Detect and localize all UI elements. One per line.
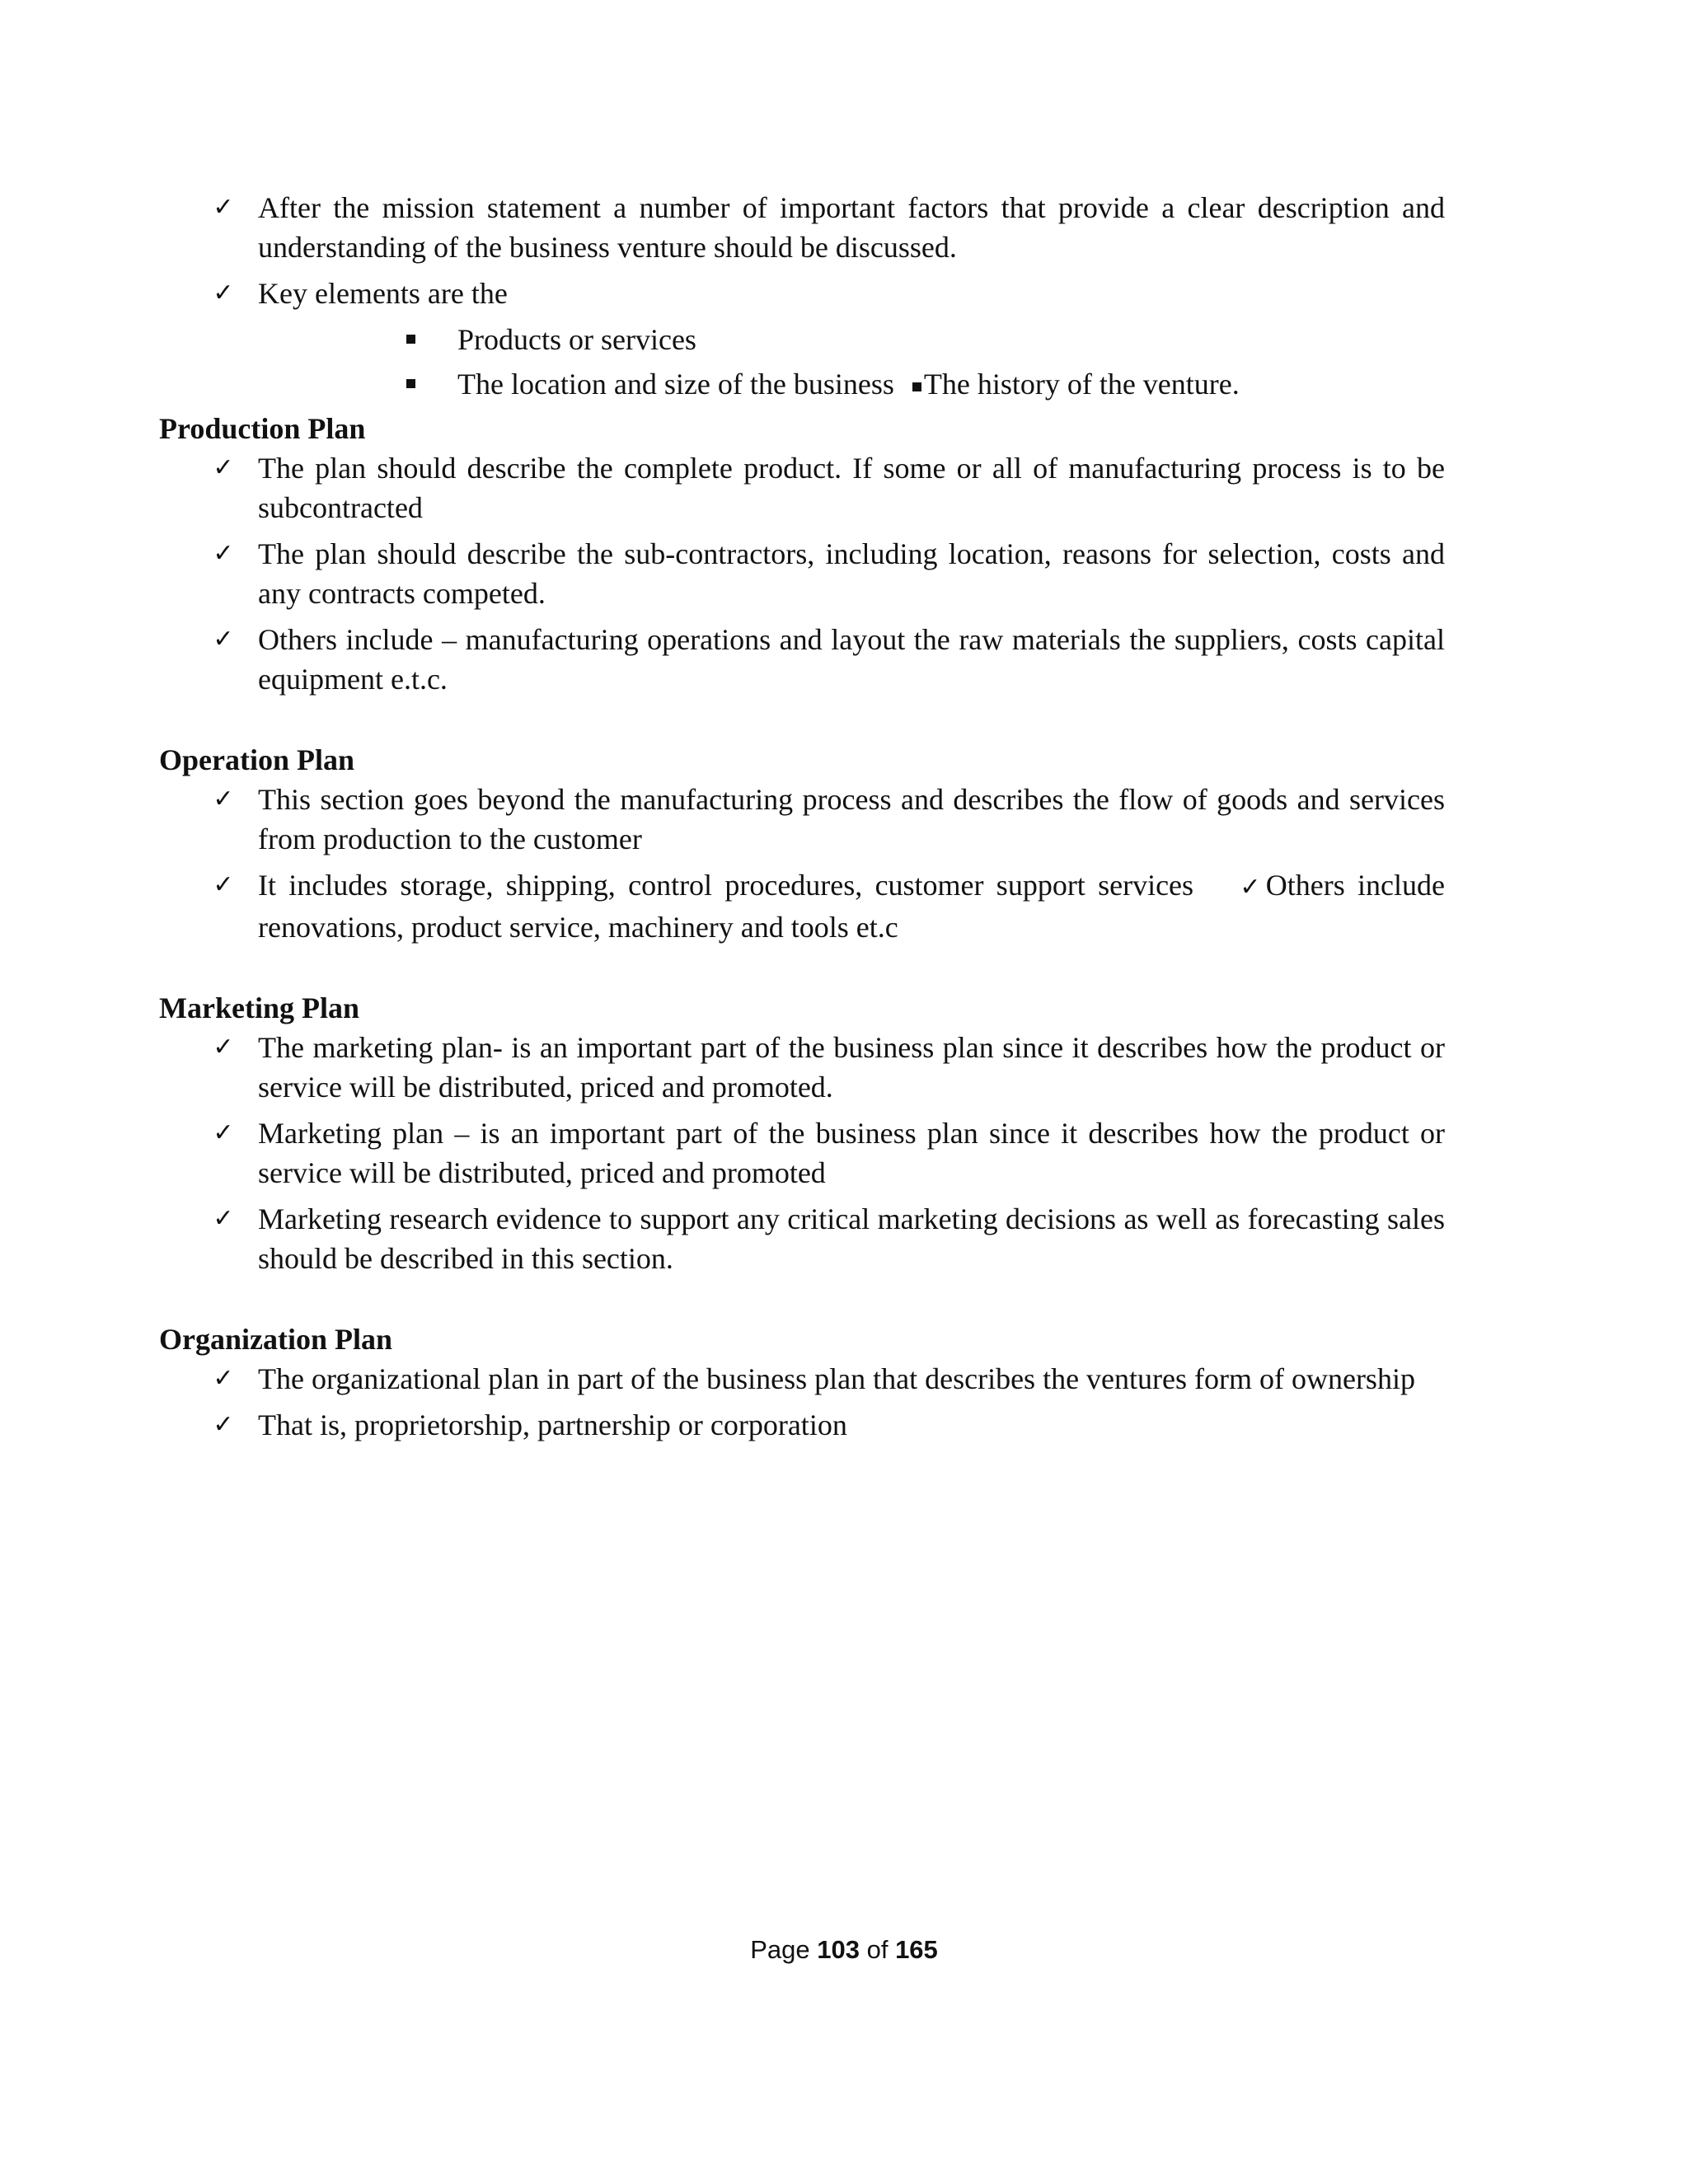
production-section bbox=[159, 409, 1445, 699]
sub-list-item-text: The location and size of the business bbox=[457, 368, 894, 401]
intro-section bbox=[159, 188, 1445, 404]
operation-list bbox=[159, 780, 1445, 947]
marketing-list bbox=[159, 1028, 1445, 1278]
square-bullet-icon bbox=[406, 335, 415, 344]
section-heading: Marketing Plan bbox=[159, 991, 359, 1024]
checkmark-icon: ✓ bbox=[213, 1204, 234, 1233]
list-item-text: The plan should describe the sub-contractors, including location, reasons for selection, costs and any contracts competed. bbox=[258, 537, 1445, 610]
sub-list-item bbox=[159, 320, 1445, 359]
list-item bbox=[159, 1113, 1445, 1193]
list-item-text: Marketing research evidence to support any critical marketing decisions as well as forecasting sales should be described in this section. bbox=[258, 1202, 1445, 1275]
list-item bbox=[159, 1028, 1445, 1107]
list-item-text: Key elements are the bbox=[258, 277, 508, 310]
section-heading: Operation Plan bbox=[159, 743, 355, 776]
list-item bbox=[159, 1199, 1445, 1278]
page-content bbox=[159, 188, 1445, 1451]
sub-list-item-text: Products or services bbox=[457, 323, 696, 356]
production-list bbox=[159, 448, 1445, 699]
list-item bbox=[159, 1359, 1445, 1399]
operation-section bbox=[159, 740, 1445, 947]
list-item-text: After the mission statement a number of important factors that provide a clear description and understanding of the business venture should be discussed. bbox=[258, 191, 1445, 264]
list-item-text: This section goes beyond the manufacturing process and describes the flow of goods and services from production to the customer bbox=[258, 783, 1445, 855]
page-of-label: of bbox=[866, 1935, 889, 1964]
list-item bbox=[159, 865, 1445, 947]
checkmark-icon: ✓ bbox=[213, 625, 234, 654]
square-bullet-icon bbox=[406, 379, 415, 388]
intro-list bbox=[159, 188, 1445, 313]
list-item bbox=[159, 780, 1445, 859]
list-item-text: The marketing plan- is an important part of the business plan since it describes how the product or service will be distributed, priced and promoted. bbox=[258, 1031, 1445, 1104]
list-item-text: The organizational plan in part of the business plan that describes the ventures form of ownership bbox=[258, 1362, 1415, 1395]
page-number: 103 bbox=[817, 1935, 860, 1964]
list-item bbox=[159, 448, 1445, 527]
page-total: 165 bbox=[895, 1935, 938, 1964]
section-heading: Production Plan bbox=[159, 412, 366, 445]
list-item bbox=[159, 1405, 1445, 1445]
checkmark-icon: ✓ bbox=[213, 1033, 234, 1062]
list-item-text: It includes storage, shipping, control procedures, customer support services bbox=[258, 869, 1194, 902]
list-item bbox=[159, 274, 1445, 313]
checkmark-icon: ✓ bbox=[1235, 873, 1266, 902]
organization-section bbox=[159, 1319, 1445, 1445]
sub-list-item bbox=[159, 364, 1445, 404]
checkmark-icon: ✓ bbox=[213, 1364, 234, 1393]
square-bullet-icon bbox=[912, 382, 921, 391]
list-item bbox=[159, 188, 1445, 267]
list-item-text: Marketing plan – is an important part of the business plan since it describes how the product or service will be distributed, priced and promoted bbox=[258, 1117, 1445, 1189]
list-item bbox=[159, 534, 1445, 613]
checkmark-icon: ✓ bbox=[213, 1410, 234, 1439]
section-heading: Organization Plan bbox=[159, 1323, 393, 1356]
list-item-text: That is, proprietorship, partnership or corporation bbox=[258, 1408, 847, 1441]
checkmark-icon: ✓ bbox=[213, 785, 234, 813]
list-item-text: Others include renovations, product service, machinery and tools et.c bbox=[258, 869, 1445, 944]
checkmark-icon: ✓ bbox=[213, 453, 234, 482]
list-item bbox=[159, 620, 1445, 699]
organization-list bbox=[159, 1359, 1445, 1445]
checkmark-icon: ✓ bbox=[213, 870, 234, 899]
key-elements-list bbox=[159, 320, 1445, 404]
list-item-text: The plan should describe the complete product. If some or all of manufacturing process is to be subcontracted bbox=[258, 452, 1445, 524]
checkmark-icon: ✓ bbox=[213, 1118, 234, 1147]
checkmark-icon: ✓ bbox=[213, 193, 234, 222]
checkmark-icon: ✓ bbox=[213, 539, 234, 568]
page-footer bbox=[0, 1935, 1688, 1965]
sub-list-item-text: The history of the venture. bbox=[923, 368, 1240, 401]
list-item-text: Others include – manufacturing operations and layout the raw materials the suppliers, costs capital equipment e.t.c. bbox=[258, 623, 1445, 696]
checkmark-icon: ✓ bbox=[213, 279, 234, 307]
marketing-section bbox=[159, 988, 1445, 1278]
page-label: Page bbox=[750, 1935, 810, 1964]
